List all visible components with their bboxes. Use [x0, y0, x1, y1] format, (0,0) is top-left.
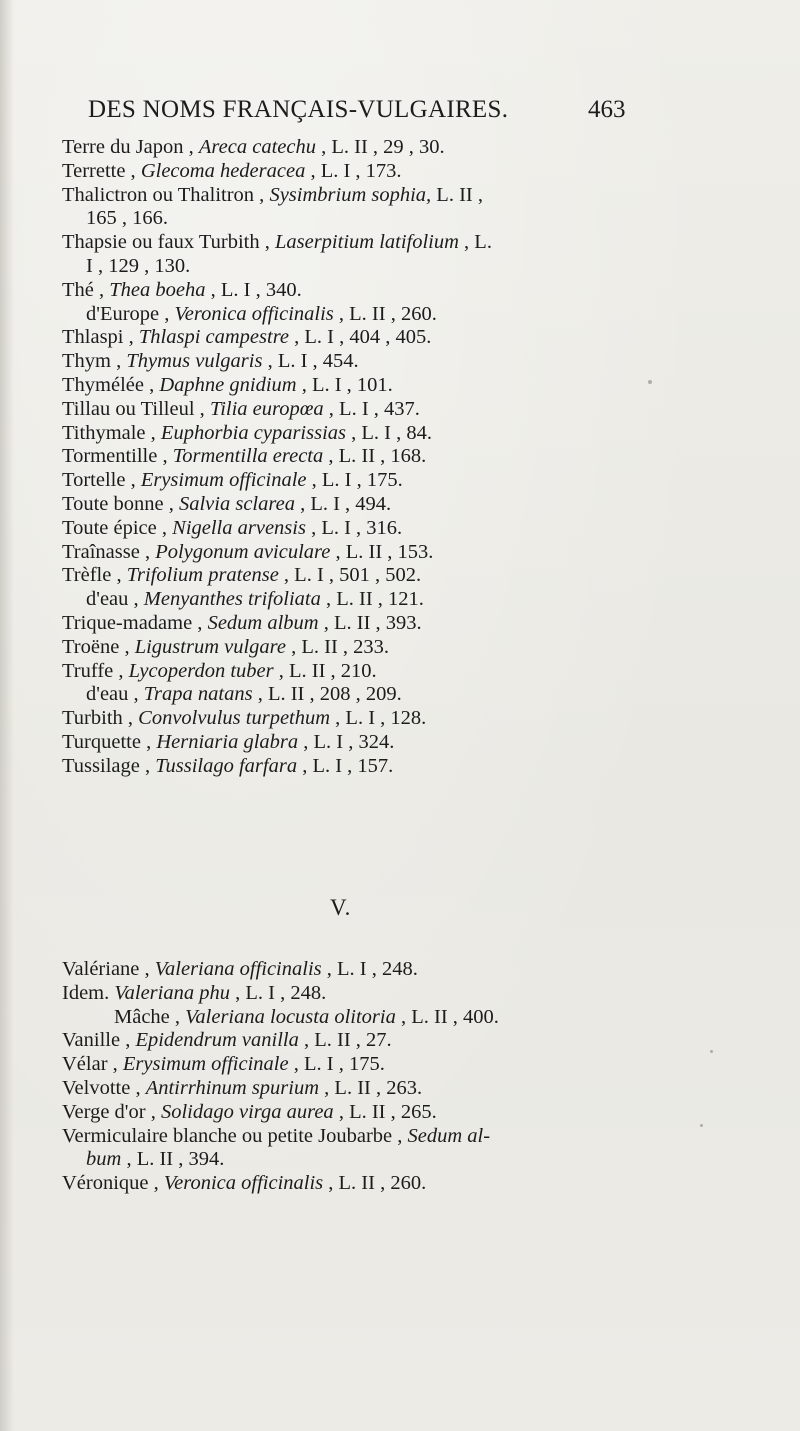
entry-common-name: Truffe , — [62, 659, 129, 682]
index-entry — [62, 588, 702, 612]
entry-scientific-name: Polygonum aviculare — [155, 540, 331, 563]
index-entry — [62, 982, 702, 1006]
page-number: 463 — [588, 96, 626, 123]
index-entry — [62, 1077, 702, 1101]
index-entry — [62, 731, 702, 755]
entry-scientific-name: Solidago virga aurea — [160, 1100, 334, 1123]
index-entry — [62, 469, 702, 493]
entry-common-name: Traînasse , — [62, 540, 156, 563]
index-entry — [62, 303, 702, 327]
entry-scientific-name: Sedum album — [207, 611, 319, 634]
entry-scientific-name: Antirrhinum spurium — [145, 1076, 320, 1099]
entry-scientific-name: Valeriana officinalis — [154, 958, 322, 980]
entry-scientific-name: Veronica officinalis — [163, 1172, 324, 1195]
index-entry — [62, 1148, 702, 1172]
entry-common-name: Vélar , — [62, 1053, 123, 1076]
entry-common-name: Turquette , — [62, 730, 157, 753]
entry-reference: , L. I , 173. — [305, 159, 402, 182]
entry-scientific-name: Laserpitium latifolium — [274, 231, 459, 254]
entry-scientific-name: Daphne gnidium — [159, 373, 297, 396]
entry-reference: , L. — [458, 231, 492, 254]
index-entry — [62, 422, 702, 446]
index-entry — [62, 958, 702, 982]
entry-common-name: Véronique , — [62, 1172, 164, 1195]
entry-common-name: Thapsie ou faux Turbith , — [62, 231, 275, 254]
entry-reference: , L. I , 84. — [346, 421, 432, 444]
entry-scientific-name: Trifolium pratense — [126, 564, 279, 587]
entry-scientific-name: Lycoperdon tuber — [128, 659, 274, 682]
entry-common-name: Mâche , — [114, 1005, 186, 1028]
entry-reference: , L. I , 157. — [297, 754, 394, 777]
index-entry — [62, 1125, 702, 1149]
index-entry — [62, 136, 702, 160]
entry-reference: , L. II , 153. — [330, 540, 434, 563]
entry-scientific-name: Ligustrum vulgare — [134, 635, 286, 658]
entry-common-name: Tillau ou Tilleul , — [62, 397, 210, 420]
entry-common-name: Idem. — [62, 981, 115, 1004]
index-entry — [62, 374, 702, 398]
entry-reference: , L. I , 248. — [321, 958, 418, 980]
index-entry — [62, 683, 702, 707]
entry-scientific-name: Sedum al- — [407, 1124, 491, 1147]
entry-common-name: Velvotte , — [62, 1076, 146, 1099]
entry-reference: , L. II , 121. — [320, 588, 424, 611]
index-entry — [62, 207, 702, 231]
running-title: DES NOMS FRANÇAIS-VULGAIRES. — [88, 96, 509, 123]
entry-scientific-name: Tilia europœa — [209, 397, 324, 420]
paper-speck — [648, 380, 652, 384]
index-entry — [62, 517, 702, 541]
paper-speck — [700, 1124, 703, 1127]
entry-reference: , L. II , 393. — [318, 611, 422, 634]
entry-common-name: Tormentille , — [62, 445, 173, 468]
entry-reference: , L. I , 316. — [305, 516, 403, 539]
entry-scientific-name: Erysimum officinale — [122, 1053, 289, 1076]
entry-reference: , L. I , 437. — [323, 397, 420, 420]
paper-speck — [710, 1050, 713, 1053]
index-entry — [62, 707, 702, 731]
entry-reference: , L. I , 175. — [288, 1053, 385, 1076]
entries-section-v — [62, 958, 702, 1196]
entry-reference: , L. II , 29 , 30. — [315, 136, 445, 158]
entry-reference: , L. I , 501 , 502. — [278, 564, 422, 587]
entry-scientific-name: Thlaspi campestre — [138, 326, 290, 349]
entry-reference: , L. II , 260. — [333, 302, 437, 325]
index-entry — [62, 1172, 702, 1196]
index-entry — [62, 564, 702, 588]
entry-reference: , L. II , 394. — [121, 1148, 225, 1171]
entry-reference: , L. I , 494. — [294, 492, 392, 515]
entry-reference: , L. II , 210. — [273, 659, 377, 682]
entry-common-name: Verge d'or , — [62, 1100, 161, 1123]
entry-reference: , L. II , 263. — [319, 1076, 423, 1099]
entry-common-name: Turbith , — [62, 707, 139, 730]
entry-scientific-name: Euphorbia cyparissias — [160, 421, 346, 444]
index-entry — [62, 184, 702, 208]
entry-reference: , L. I , 454. — [262, 350, 359, 373]
entry-scientific-name: Herniaria glabra — [156, 730, 299, 753]
index-entry — [62, 1053, 702, 1077]
entry-reference: , L. I , 324. — [298, 730, 395, 753]
entry-reference: , L. I , 248. — [229, 981, 327, 1004]
entry-common-name: Thymélée , — [62, 373, 160, 396]
entry-common-name: Terre du Japon , — [62, 136, 199, 158]
index-entry — [62, 755, 702, 779]
entry-reference: , L. I , 175. — [306, 469, 403, 492]
entry-reference: , L. II , 260. — [323, 1172, 427, 1195]
section-v-heading: V. — [330, 895, 352, 920]
entry-common-name: 165 , 166. — [86, 207, 168, 230]
entry-common-name: Vermiculaire blanche ou petite Joubarbe , — [62, 1124, 408, 1147]
entry-scientific-name: Valeriana locusta olitoria — [185, 1005, 396, 1028]
entry-scientific-name: Glecoma hederacea — [140, 159, 306, 182]
entry-scientific-name: Veronica officinalis — [174, 302, 334, 325]
entry-common-name: Tithymale , — [62, 421, 161, 444]
entry-scientific-name: Thymus vulgaris — [126, 350, 263, 373]
entry-common-name: d'Europe , — [86, 302, 175, 325]
index-entry — [62, 279, 702, 303]
index-entry — [62, 255, 702, 279]
entry-common-name: I , 129 , 130. — [86, 254, 191, 277]
entry-reference: , L. II , 168. — [323, 445, 427, 468]
index-entry — [62, 1006, 702, 1030]
entry-common-name: Tussilage , — [62, 754, 156, 777]
entry-common-name: Toute épice , — [62, 516, 173, 539]
entry-reference: L. II , — [431, 183, 483, 206]
entry-common-name: Terrette , — [62, 159, 141, 182]
entry-scientific-name: Areca catechu — [198, 136, 316, 158]
index-entry — [62, 1029, 702, 1053]
entry-scientific-name: Valeriana phu — [114, 981, 230, 1004]
index-entry — [62, 350, 702, 374]
entry-common-name: d'eau , — [86, 683, 144, 706]
entry-common-name: Toute bonne , — [62, 492, 179, 515]
entry-scientific-name: Trapa natans — [143, 683, 253, 706]
index-entry — [62, 160, 702, 184]
entry-scientific-name: Epidendrum vanilla — [135, 1029, 299, 1052]
entry-scientific-name: Nigella arvensis — [172, 516, 306, 539]
entry-reference: , L. II , 400. — [395, 1005, 499, 1028]
entry-scientific-name: Sysimbrium sophia, — [269, 183, 432, 206]
entry-common-name: Vanille , — [62, 1029, 136, 1052]
page-header — [40, 92, 740, 132]
entry-common-name: Thym , — [62, 350, 127, 373]
index-entry — [62, 493, 702, 517]
entry-reference: , L. II , 208 , 209. — [252, 683, 402, 706]
entry-scientific-name: Thea boeha — [109, 278, 206, 301]
index-entry — [62, 398, 702, 422]
entries-section-t — [62, 136, 702, 779]
entry-common-name: Thalictron ou Thalitron , — [62, 183, 270, 206]
entry-reference: , L. I , 128. — [330, 707, 427, 730]
entry-scientific-name: Tormentilla erecta — [172, 445, 324, 468]
entry-reference: , L. I , 101. — [296, 373, 393, 396]
entry-common-name: Thlaspi , — [62, 326, 139, 349]
index-entry — [62, 660, 702, 684]
index-entry — [62, 1101, 702, 1125]
entry-common-name: d'eau , — [86, 588, 144, 611]
entry-common-name: Thé , — [62, 278, 110, 301]
index-entry — [62, 612, 702, 636]
entry-scientific-name: bum — [86, 1148, 122, 1171]
entry-reference: , L. II , 233. — [286, 635, 390, 658]
entry-common-name: Troëne , — [62, 635, 135, 658]
index-entry — [62, 541, 702, 565]
entry-scientific-name: Convolvulus turpethum — [138, 707, 331, 730]
index-entry — [62, 445, 702, 469]
entry-reference: , L. II , 27. — [298, 1029, 392, 1052]
entry-common-name: Tortelle , — [62, 469, 141, 492]
page-edge-shadow — [0, 0, 14, 1431]
entry-reference: , L. II , 265. — [333, 1100, 437, 1123]
entry-scientific-name: Erysimum officinale — [140, 469, 307, 492]
entry-scientific-name: Salvia sclarea — [178, 492, 295, 515]
entry-common-name: Trèfle , — [62, 564, 127, 587]
entry-common-name: Valériane , — [62, 958, 155, 980]
entry-scientific-name: Menyanthes trifoliata — [143, 588, 321, 611]
index-entry — [62, 231, 702, 255]
index-entry — [62, 326, 702, 350]
index-entry — [62, 636, 702, 660]
entry-reference: , L. I , 340. — [205, 278, 302, 301]
entry-reference: , L. I , 404 , 405. — [289, 326, 432, 349]
entry-common-name: Trique-madame , — [62, 611, 208, 634]
entry-scientific-name: Tussilago farfara — [155, 754, 298, 777]
